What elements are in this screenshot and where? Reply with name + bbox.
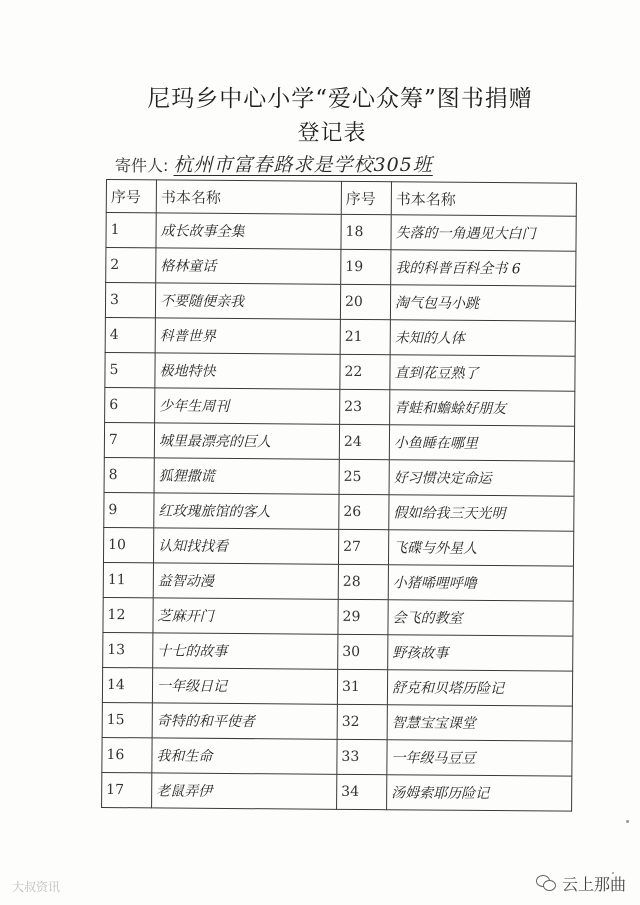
row-number: 20 bbox=[340, 284, 390, 319]
table-header-row bbox=[106, 180, 576, 217]
book-title: 极地特快 bbox=[155, 353, 340, 389]
row-number: 5 bbox=[105, 352, 155, 387]
table-row bbox=[102, 702, 572, 741]
table-row bbox=[102, 772, 572, 811]
row-number: 1 bbox=[106, 213, 156, 248]
book-title: 直到花豆熟了 bbox=[390, 355, 575, 391]
book-title: 舒克和贝塔历险记 bbox=[387, 670, 572, 706]
row-number: 15 bbox=[102, 702, 152, 737]
row-number: 19 bbox=[341, 249, 391, 284]
book-title: 我的科普百科全书 6 bbox=[391, 250, 576, 286]
book-title: 我和生命 bbox=[152, 738, 337, 774]
book-title: 芝麻开门 bbox=[153, 598, 338, 634]
row-number: 34 bbox=[337, 774, 387, 809]
document-subtitle: 登记表 bbox=[297, 121, 367, 146]
row-number: 3 bbox=[105, 283, 155, 318]
book-title: 假如给我三天光明 bbox=[389, 495, 574, 531]
row-number: 21 bbox=[340, 319, 390, 354]
row-number: 29 bbox=[338, 599, 388, 634]
row-number: 26 bbox=[339, 494, 389, 529]
table-row bbox=[105, 352, 575, 391]
donation-table bbox=[101, 179, 577, 812]
book-title: 失落的一角遇见大白门 bbox=[391, 215, 576, 251]
row-number: 22 bbox=[340, 354, 390, 389]
row-number: 16 bbox=[102, 737, 152, 772]
book-title: 格林童话 bbox=[156, 248, 341, 284]
book-title: 狐狸撒谎 bbox=[154, 458, 339, 494]
wechat-icon bbox=[536, 875, 556, 892]
row-number: 2 bbox=[106, 248, 156, 283]
book-title: 成长故事全集 bbox=[156, 213, 341, 249]
table-row bbox=[103, 632, 573, 671]
book-title: 小猪唏哩呼噜 bbox=[388, 565, 573, 601]
book-title: 淘气包马小跳 bbox=[390, 285, 575, 321]
book-title: 奇特的和平使者 bbox=[152, 703, 337, 739]
book-title: 飞碟与外星人 bbox=[388, 530, 573, 566]
sender-value: 杭州市富春路求是学校305班 bbox=[173, 154, 433, 176]
book-title: 十七的故事 bbox=[153, 633, 338, 669]
watermark-right-text: 云上那曲 bbox=[561, 875, 626, 894]
row-number: 30 bbox=[338, 634, 388, 669]
scan-speck bbox=[626, 820, 629, 823]
row-number: 12 bbox=[103, 597, 153, 632]
col-header-no: 序号 bbox=[106, 180, 156, 213]
book-title: 城里最漂亮的巨人 bbox=[154, 423, 339, 459]
table-row bbox=[104, 422, 574, 461]
row-number: 10 bbox=[103, 527, 153, 562]
book-title: 小鱼睡在哪里 bbox=[389, 425, 574, 461]
row-number: 4 bbox=[105, 317, 155, 352]
row-number: 25 bbox=[339, 459, 389, 494]
watermark-right bbox=[536, 872, 626, 895]
row-number: 6 bbox=[105, 387, 155, 422]
table-row bbox=[102, 737, 572, 776]
table-row bbox=[104, 492, 574, 531]
book-title: 会飞的教室 bbox=[388, 600, 573, 636]
book-title: 老鼠弄伊 bbox=[152, 773, 337, 809]
book-title: 红玫瑰旅馆的客人 bbox=[154, 493, 339, 529]
table-row bbox=[106, 213, 576, 252]
row-number: 14 bbox=[102, 667, 152, 702]
document-title: 尼玛乡中心小学“爱心众筹”图书捐赠 bbox=[147, 86, 533, 112]
book-title: 一年级马豆豆 bbox=[387, 740, 572, 776]
row-number: 32 bbox=[337, 704, 387, 739]
row-number: 18 bbox=[341, 214, 391, 249]
row-number: 31 bbox=[337, 669, 387, 704]
book-title: 不要随便亲我 bbox=[155, 283, 340, 319]
row-number: 13 bbox=[103, 632, 153, 667]
row-number: 24 bbox=[339, 424, 389, 459]
row-number: 7 bbox=[104, 422, 154, 457]
table-row bbox=[103, 597, 573, 636]
book-title: 智慧宝宝课堂 bbox=[387, 705, 572, 741]
book-title: 野孩故事 bbox=[388, 635, 573, 671]
row-number: 8 bbox=[104, 457, 154, 492]
row-number: 9 bbox=[104, 492, 154, 527]
col-header-title: 书本名称 bbox=[391, 182, 576, 216]
row-number: 17 bbox=[102, 772, 152, 807]
book-title: 认知找找看 bbox=[153, 528, 338, 564]
table-row bbox=[106, 248, 576, 287]
table-row bbox=[103, 562, 573, 601]
row-number: 23 bbox=[340, 389, 390, 424]
book-title: 益智动漫 bbox=[153, 563, 338, 599]
table-row bbox=[105, 283, 575, 322]
table-row bbox=[105, 387, 575, 426]
book-title: 好习惯决定命运 bbox=[389, 460, 574, 496]
row-number: 33 bbox=[337, 739, 387, 774]
table-row bbox=[105, 317, 575, 356]
book-title: 汤姆索耶历险记 bbox=[387, 775, 572, 811]
row-number: 28 bbox=[338, 564, 388, 599]
col-header-title: 书本名称 bbox=[156, 180, 341, 214]
book-title: 少年生周刊 bbox=[155, 388, 340, 424]
sender-label: 寄件人: bbox=[115, 156, 169, 175]
table-row bbox=[104, 457, 574, 496]
sender-line bbox=[115, 150, 433, 177]
row-number: 11 bbox=[103, 562, 153, 597]
table-row bbox=[103, 527, 573, 566]
book-title: 未知的人体 bbox=[390, 320, 575, 356]
row-number: 27 bbox=[338, 529, 388, 564]
book-title: 科普世界 bbox=[155, 318, 340, 354]
col-header-no: 序号 bbox=[341, 181, 391, 214]
table-row bbox=[102, 667, 572, 706]
book-title: 一年级日记 bbox=[152, 668, 337, 704]
watermark-left: 大叔资讯 bbox=[12, 880, 61, 894]
book-title: 青蛙和蟾蜍好朋友 bbox=[390, 390, 575, 426]
